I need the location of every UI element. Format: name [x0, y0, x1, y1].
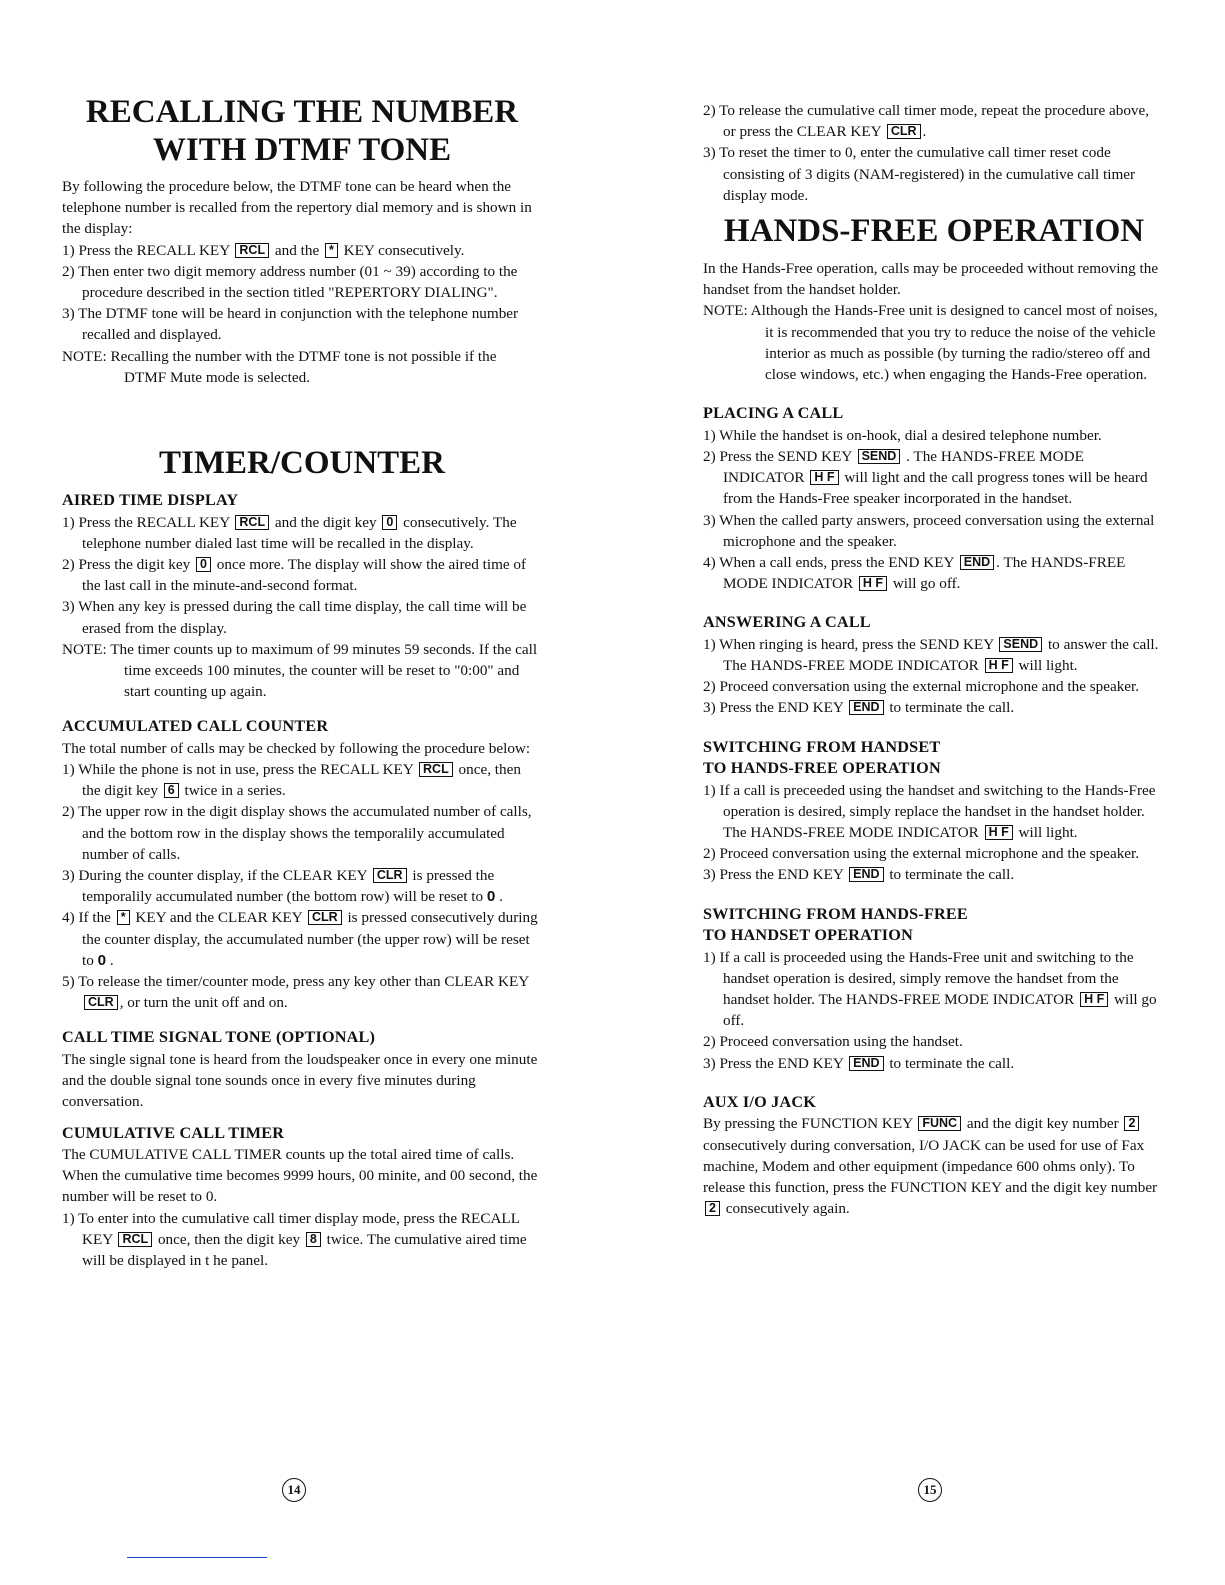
handsfree-note: NOTE: Although the Hands-Free unit is designed to cancel most of noises, it is recommended that you try to reduce the noise of the vehicle interior as much as possible (by turning the radio/stereo off and close windows, etc.) when engaging the Hands-Free operation. — [703, 302, 1158, 384]
timer-title: TIMER/COUNTER — [158, 445, 446, 481]
placing-step-2: 2) Press the SEND KEY SEND . The HANDS-FREE MODE INDICATOR H F will light and the call progress tones will be heard from the Hands-Free speaker incorporated in the handset. — [703, 447, 1148, 508]
signal-text: The single signal tone is heard from the loudspeaker once in every one minute and the double signal tone sounds once in every five minutes during conversation. — [62, 1050, 538, 1111]
rcl-key-label: RCL — [419, 762, 453, 777]
switch-to-handset-step-2: 2) Proceed conversation using the handset. — [703, 1033, 963, 1051]
placing-heading: PLACING A CALL — [703, 404, 844, 423]
recall-step-2: 2) Then enter two digit memory address number (01 ~ 39) according to the procedure described in the section titled "REPERTORY DIALING". — [62, 262, 518, 302]
acc-heading: ACCUMULATED CALL COUNTER — [62, 717, 329, 736]
page-number-right: 15 — [918, 1478, 942, 1502]
recall-note: NOTE: Recalling the number with the DTMF tone is not possible if the DTMF Mute mode is selected. — [62, 347, 497, 386]
rcl-key-label: RCL — [235, 243, 269, 258]
recall-step-3: 3) The DTMF tone will be heard in conjunction with the telephone number recalled and displayed. — [62, 305, 519, 344]
hf-indicator-label: H F — [985, 825, 1013, 840]
placing-step-1: 1) While the handset is on-hook, dial a desired telephone number. — [703, 426, 1102, 444]
recall-intro: By following the procedure below, the DTMF tone can be heard when the telephone number is recalled from the repertory dial memory and is shown in the display: — [62, 178, 532, 238]
recall-title — [62, 93, 542, 169]
switch-to-handset-step-3: 3) Press the END KEY END to terminate the call. — [703, 1054, 1015, 1072]
digit-6-key-label: 6 — [164, 783, 179, 798]
aux-heading: AUX I/O JACK — [703, 1092, 817, 1111]
answering-step-3: 3) Press the END KEY END to terminate the call. — [703, 699, 1015, 717]
clr-key-label: CLR — [373, 868, 407, 883]
switch-to-handset-heading: SWITCHING FROM HANDS-FREE TO HANDSET OPERATION — [703, 904, 968, 945]
end-key-label: END — [849, 1056, 883, 1071]
acc-step-5: 5) To release the timer/counter mode, press any key other than CLEAR KEY CLR , or turn the unit off and on. — [62, 973, 529, 1012]
end-key-label: END — [849, 867, 883, 882]
hf-indicator-label: H F — [1080, 992, 1108, 1007]
digit-8-key-label: 8 — [306, 1232, 321, 1247]
answering-heading: ANSWERING A CALL — [703, 613, 871, 632]
hf-indicator-label: H F — [859, 576, 887, 591]
scan-edge-line — [127, 1557, 267, 1558]
signal-heading: CALL TIME SIGNAL TONE (OPTIONAL) — [62, 1028, 376, 1047]
page-number-left: 14 — [282, 1478, 306, 1502]
handsfree-title: HANDS-FREE OPERATION — [723, 213, 1145, 249]
aired-step-2: 2) Press the digit key 0 once more. The display will show the aired time of the last call in the minute-and-second format. — [62, 555, 527, 595]
cumulative-step-1: 1) To enter into the cumulative call timer display mode, press the RECALL KEY RCL once, then the digit key 8 twice. The cumulative aired time will be displayed in t he panel. — [62, 1209, 527, 1270]
recall-title-line1: RECALLING THE NUMBER — [85, 94, 519, 130]
digit-2-key-label: 2 — [1124, 1116, 1139, 1131]
hf-indicator-label: H F — [810, 470, 838, 485]
recall-title-line2: WITH DTMF TONE — [152, 132, 452, 168]
acc-step-4: 4) If the * KEY and the CLEAR KEY CLR is pressed consecutively during the counter display, the accumulated number (the upper row) will be reset to 0 . — [62, 909, 538, 969]
star-key-label: * — [325, 243, 338, 258]
digit-0-key-label: 0 — [382, 515, 397, 530]
rcl-key-label: RCL — [118, 1232, 152, 1247]
clr-key-label: CLR — [308, 910, 342, 925]
switch-to-hf-step-2: 2) Proceed conversation using the external microphone and the speaker. — [703, 845, 1140, 863]
aired-step-3: 3) When any key is pressed during the call time display, the call time will be erased from the display. — [62, 598, 527, 637]
acc-intro: The total number of calls may be checked by following the procedure below: — [62, 739, 531, 757]
send-key-label: SEND — [999, 637, 1042, 652]
answering-step-1: 1) When ringing is heard, press the SEND KEY SEND to answer the call. The HANDS-FREE MODE INDICATOR H F will light. — [703, 635, 1159, 675]
clr-key-label: CLR — [84, 995, 118, 1010]
hf-indicator-label: H F — [985, 658, 1013, 673]
aired-heading: AIRED TIME DISPLAY — [62, 491, 239, 509]
switch-to-handset-step-1: 1) If a call is proceeded using the Hands-Free unit and switching to the handset operation is desired, simply remove the handset from the handset holder. The HANDS-FREE MODE INDICATOR H F will go off. — [703, 948, 1157, 1030]
digit-0-key-label: 0 — [196, 557, 211, 572]
acc-step-2: 2) The upper row in the digit display shows the accumulated number of calls, and the bottom row in the display shows the temporalily accumulated number of calls. — [62, 803, 532, 863]
aux-text: By pressing the FUNCTION KEY FUNC and the digit key number 2 consecutively during conversation, I/O JACK can be used for use of Fax machine, Modem and other equipment (impedance 600 ohms only). To release this function, press the FUNCTION KEY and the digit key number 2 consecutively again. — [703, 1115, 1158, 1218]
switch-to-hf-heading: SWITCHING FROM HANDSET TO HANDS-FREE OPERATION — [703, 737, 941, 778]
func-key-label: FUNC — [918, 1116, 961, 1131]
rcl-key-label: RCL — [235, 515, 269, 530]
switch-to-hf-step-3: 3) Press the END KEY END to terminate the call. — [703, 866, 1015, 884]
acc-step-1: 1) While the phone is not in use, press the RECALL KEY RCL once, then the digit key 6 twice in a series. — [62, 761, 521, 800]
star-key-label: * — [117, 910, 130, 925]
aired-note: NOTE: The timer counts up to maximum of 99 minutes 59 seconds. If the call time exceeds 100 minutes, the counter will be reset to "0:00" and start counting up again. — [62, 640, 538, 701]
cumulative-intro: The CUMULATIVE CALL TIMER counts up the total aired time of calls. When the cumulative time becomes 9999 hours, 00 minite, and 00 second, the number will be reset to 0. — [62, 1146, 538, 1206]
send-key-label: SEND — [858, 449, 901, 464]
clr-key-label: CLR — [887, 124, 921, 139]
cum-step-3: 3) To reset the timer to 0, enter the cumulative call timer reset code consisting of 3 digits (NAM-registered) in the cumulative call timer display mode. — [703, 144, 1136, 204]
recall-step-1: 1) Press the RECALL KEY RCL and the * KEY consecutively. — [62, 241, 465, 259]
cumulative-heading: CUMULATIVE CALL TIMER — [62, 1123, 285, 1142]
end-key-label: END — [960, 555, 994, 570]
placing-step-3: 3) When the called party answers, proceed conversation using the external microphone and the speaker. — [703, 511, 1155, 550]
answering-step-2: 2) Proceed conversation using the external microphone and the speaker. — [703, 678, 1140, 696]
cum-step-2: 2) To release the cumulative call timer mode, repeat the procedure above, or press the CLEAR KEY CLR . — [703, 102, 1150, 141]
digit-2-key-label: 2 — [705, 1201, 720, 1216]
aired-step-1: 1) Press the RECALL KEY RCL and the digit key 0 consecutively. The telephone number dialed last time will be recalled in the display. — [62, 513, 517, 552]
handsfree-intro: In the Hands-Free operation, calls may be proceeded without removing the handset from the handset holder. — [703, 260, 1159, 299]
acc-step-3: 3) During the counter display, if the CLEAR KEY CLR is pressed the temporalily accumulated number (the bottom row) will be reset to 0 . — [62, 867, 503, 906]
placing-step-4: 4) When a call ends, press the END KEY END . The HANDS-FREE MODE INDICATOR H F will go off. — [703, 553, 1126, 593]
switch-to-hf-step-1: 1) If a call is preceeded using the handset and switching to the Hands-Free operation is desired, simply replace the handset in the handset holder. The HANDS-FREE MODE INDICATOR H F will light. — [703, 781, 1156, 842]
end-key-label: END — [849, 700, 883, 715]
